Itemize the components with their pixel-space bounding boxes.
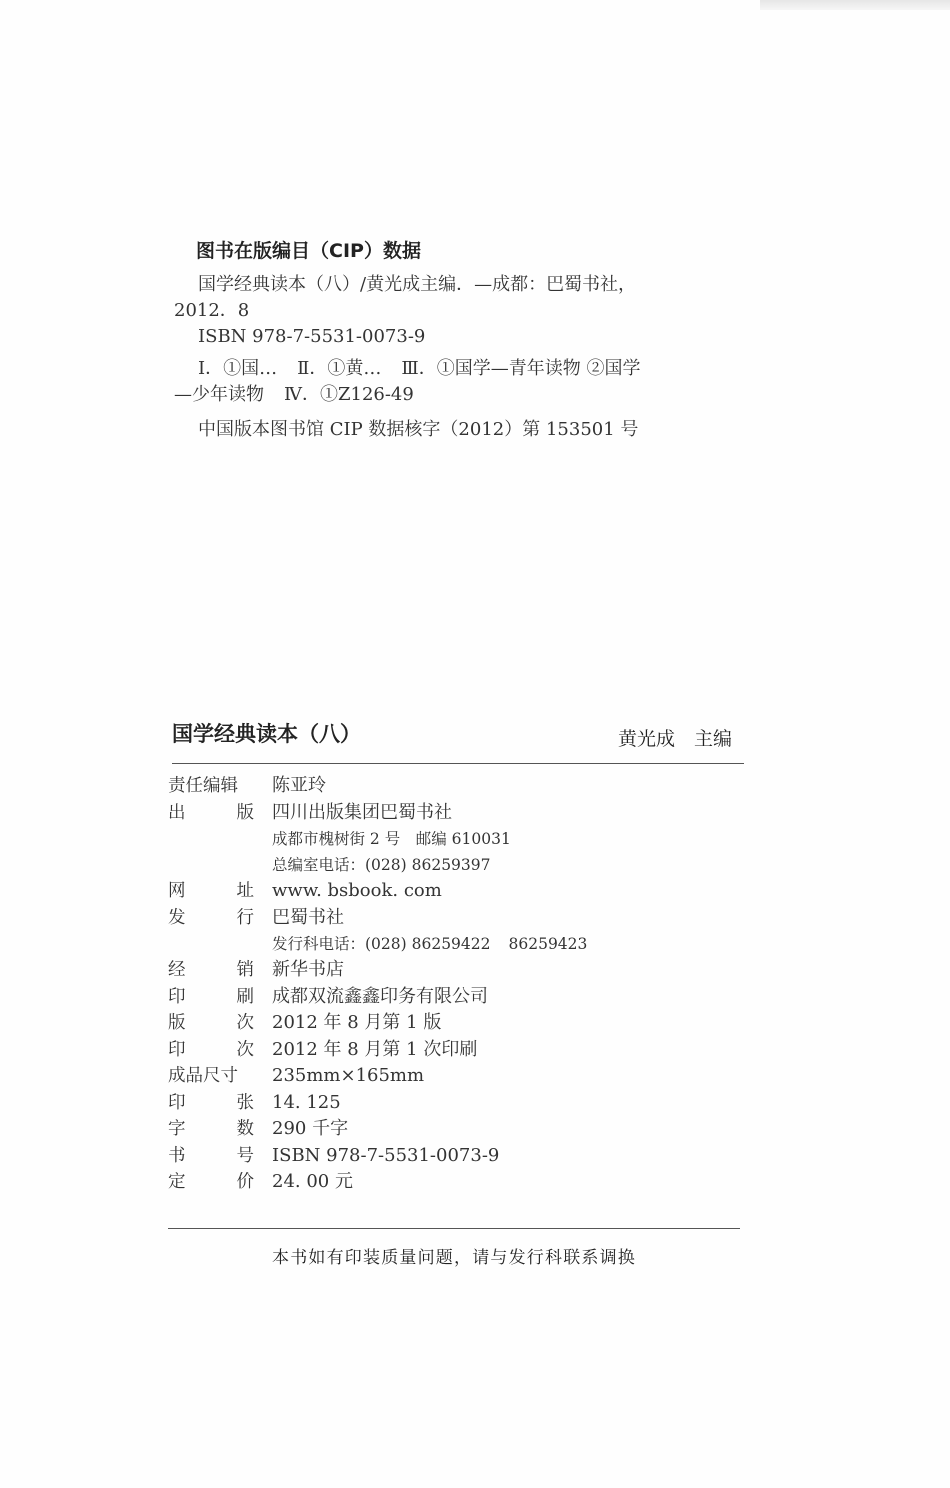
value-printing: 2012 年 8 月第 1 次印刷 bbox=[272, 1038, 478, 1060]
cip-isbn-line: ISBN 978-7-5531-0073-9 bbox=[198, 326, 426, 347]
value-sheets: 14. 125 bbox=[272, 1091, 341, 1113]
row-publisher bbox=[168, 800, 728, 827]
cip-subject-b: Ⅱ．①黄… bbox=[297, 358, 382, 379]
label-website: 网 址 bbox=[168, 881, 254, 901]
value-publisher: 四川出版集团巴蜀书社 bbox=[272, 801, 452, 823]
cip-heading: 图书在版编目（CIP）数据 bbox=[196, 240, 421, 262]
label-sheets: 印 张 bbox=[168, 1092, 254, 1113]
value-website: www. bsbook. com bbox=[272, 880, 442, 901]
label-edition: 版 次 bbox=[168, 1013, 254, 1033]
row-retailer bbox=[168, 957, 728, 984]
book-editor: 黄光成 主编 bbox=[617, 728, 732, 750]
footer-note: 本书如有印装质量问题，请与发行科联系调换 bbox=[272, 1248, 636, 1268]
label-price: 定 价 bbox=[168, 1172, 254, 1192]
row-book-number bbox=[168, 1143, 728, 1170]
label-publisher: 出 版 bbox=[168, 802, 254, 823]
value-distributor-phone: 发行科电话：(028) 86259422 86259423 bbox=[272, 935, 588, 953]
label-responsible-editor: 责任编辑 bbox=[168, 776, 238, 796]
row-size bbox=[168, 1063, 728, 1090]
value-word-count: 290 千字 bbox=[272, 1118, 349, 1139]
row-distributor-phone bbox=[168, 931, 728, 957]
cip-subject-line bbox=[174, 356, 734, 382]
row-distributor bbox=[168, 905, 728, 932]
value-book-number: ISBN 978-7-5531-0073-9 bbox=[272, 1144, 500, 1166]
book-title-bar bbox=[172, 712, 744, 756]
value-price: 24. 00 元 bbox=[272, 1171, 353, 1192]
publication-details bbox=[168, 773, 728, 1196]
value-responsible-editor: 陈亚玲 bbox=[272, 775, 326, 796]
row-price bbox=[168, 1169, 728, 1196]
label-size: 成品尺寸 bbox=[168, 1066, 238, 1086]
value-edition: 2012 年 8 月第 1 版 bbox=[272, 1012, 442, 1033]
label-printer: 印 刷 bbox=[168, 986, 254, 1007]
label-word-count: 字 数 bbox=[168, 1119, 254, 1139]
cip-subject-line2-b: Ⅳ．①Z126-49 bbox=[284, 384, 414, 405]
cip-subject-c: Ⅲ．①国学—青年读物 ②国学 bbox=[401, 358, 641, 379]
cip-number-line: 中国版本图书馆 CIP 数据核字（2012）第 153501 号 bbox=[198, 419, 639, 440]
row-printing bbox=[168, 1037, 728, 1064]
cip-title-line: 国学经典读本（八）/黄光成主编．—成都：巴蜀书社， bbox=[198, 274, 637, 295]
row-publisher-address bbox=[168, 826, 728, 852]
cip-year-line: 2012．8 bbox=[174, 300, 250, 321]
value-size: 235mm×165mm bbox=[272, 1065, 425, 1086]
cip-subject-a: Ⅰ．①国… bbox=[198, 358, 278, 379]
label-printing: 印 次 bbox=[168, 1039, 254, 1060]
scan-corner-mark bbox=[760, 0, 950, 10]
row-edition bbox=[168, 1010, 728, 1037]
row-responsible-editor bbox=[168, 773, 728, 800]
value-publisher-phone: 总编室电话：(028) 86259397 bbox=[272, 856, 491, 874]
label-distributor: 发 行 bbox=[168, 907, 254, 928]
label-book-number: 书 号 bbox=[168, 1145, 254, 1166]
value-retailer: 新华书店 bbox=[272, 959, 344, 980]
label-retailer: 经 销 bbox=[168, 960, 254, 980]
cip-subject-line-2 bbox=[174, 382, 734, 408]
row-printer bbox=[168, 984, 728, 1011]
row-word-count bbox=[168, 1116, 728, 1143]
value-distributor: 巴蜀书社 bbox=[272, 906, 344, 928]
cip-data-block bbox=[174, 236, 734, 443]
row-website bbox=[168, 878, 728, 905]
cip-subject-line2-a: —少年读物 bbox=[174, 384, 264, 405]
bottom-divider bbox=[168, 1228, 740, 1229]
row-sheets bbox=[168, 1090, 728, 1117]
row-publisher-phone bbox=[168, 852, 728, 878]
value-publisher-address: 成都市槐树街 2 号 邮编 610031 bbox=[272, 830, 511, 848]
top-divider bbox=[172, 763, 744, 764]
book-title: 国学经典读本（八） bbox=[172, 722, 361, 746]
value-printer: 成都双流鑫鑫印务有限公司 bbox=[272, 985, 488, 1007]
